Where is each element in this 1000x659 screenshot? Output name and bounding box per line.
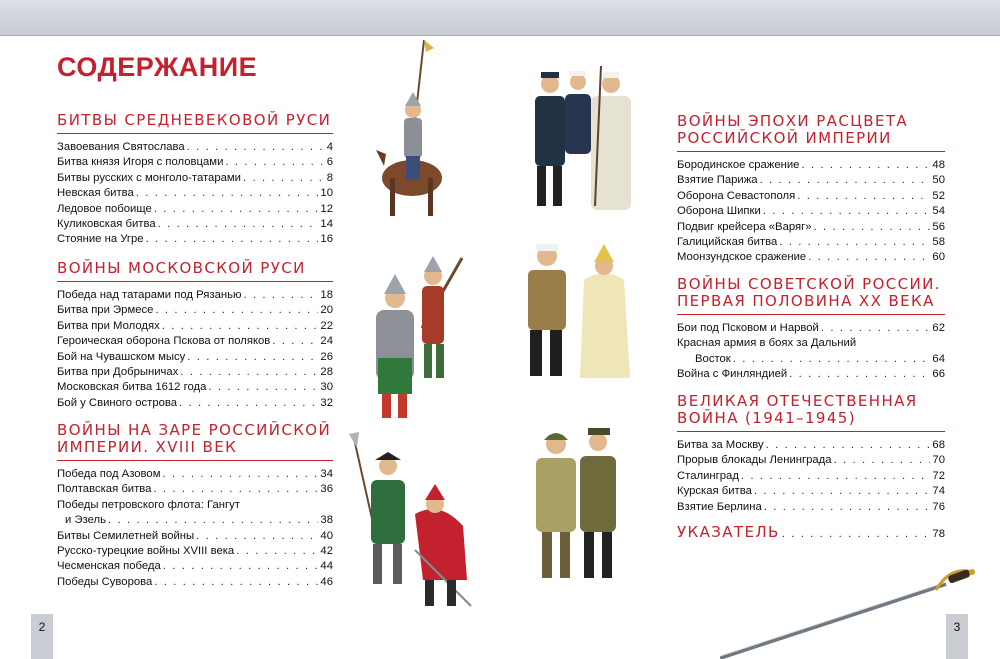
toc-section-soviet-russia	[677, 276, 945, 383]
toc-entry[interactable]: Победа под Азовом . . . 34	[57, 467, 333, 482]
section-rule	[57, 133, 333, 134]
toc-entry[interactable]: Полтавская битва . . . 36	[57, 482, 333, 497]
toc-entry[interactable]: Бой у Свиного острова . . . 32	[57, 396, 333, 411]
section-rule	[677, 151, 945, 152]
toc-list	[57, 288, 333, 411]
toc-entry-first-line[interactable]: Победы петровского флота: Гангут	[57, 498, 240, 511]
toc-entry[interactable]: Московская битва 1612 года . . . 30	[57, 380, 333, 395]
page-number-right: 3	[946, 614, 968, 659]
toc-entry[interactable]: Стояние на Угре . . . 16	[57, 232, 333, 247]
toc-entry[interactable]: Куликовская битва . . . 14	[57, 217, 333, 232]
toc-entry[interactable]: Курская битва . . . 74	[677, 484, 945, 499]
toc-entry[interactable]: Битва князя Игоря с половцами . . . 6	[57, 155, 333, 170]
toc-list	[677, 158, 945, 266]
toc-list	[677, 321, 945, 383]
toc-entry[interactable]: Битва при Молодях . . . 22	[57, 319, 333, 334]
toc-entry[interactable]: Война с Финляндией . . . 66	[677, 367, 945, 382]
toc-entry[interactable]: Завоевания Святослава . . . 4	[57, 140, 333, 155]
toc-entry[interactable]: Бои под Псковом и Нарвой . . . 62	[677, 321, 945, 336]
toc-section-muscovite-rus	[57, 260, 333, 411]
toc-entry[interactable]: Взятие Парижа . . . 50	[677, 173, 945, 188]
toc-section-medieval-rus	[57, 112, 333, 248]
section-rule	[57, 281, 333, 282]
toc-list	[677, 438, 945, 515]
toc-entry[interactable]: Подвиг крейсера «Варяг» . . . 56	[677, 220, 945, 235]
toc-index-entry[interactable]: УКАЗАТЕЛЬ . . . 78	[677, 524, 945, 542]
civil-war-soldiers-illustration	[518, 240, 638, 390]
petrine-era-soldiers-illustration	[345, 430, 475, 612]
toc-entry[interactable]: Взятие Берлина . . . 76	[677, 500, 945, 515]
toc-entry[interactable]: Моонзундское сражение . . . 60	[677, 250, 945, 265]
toc-entry[interactable]: Сталинград . . . 72	[677, 469, 945, 484]
toc-entry[interactable]: Восток . . . 64	[677, 352, 945, 367]
toc-entry[interactable]: Бородинское сражение . . . 48	[677, 158, 945, 173]
toc-entry[interactable]: Русско-турецкие войны XVIII века . . . 42	[57, 544, 333, 559]
toc-entry[interactable]: Галицийская битва . . . 58	[677, 235, 945, 250]
page-number-left: 2	[31, 614, 53, 659]
toc-entry[interactable]: Победы Суворова . . . 46	[57, 575, 333, 590]
toc-entry[interactable]: Бой на Чувашском мысу . . . 26	[57, 350, 333, 365]
toc-entry-first-line[interactable]: Красная армия в боях за Дальний	[677, 337, 857, 350]
toc-entry[interactable]: Героическая оборона Пскова от поляков . . . 24	[57, 334, 333, 349]
toc-entry[interactable]: Битвы Семилетней войны . . . 40	[57, 529, 333, 544]
section-heading: ВОЙНЫ НА ЗАРЕ РОССИЙСКОЙ ИМПЕРИИ. XVIII ВЕК	[57, 421, 332, 456]
toc-entry[interactable]: Битва при Эрмесе . . . 20	[57, 303, 333, 318]
muscovite-warriors-illustration	[362, 248, 472, 428]
toc-entry[interactable]: Битва при Добрыничах . . . 28	[57, 365, 333, 380]
mounted-medieval-warrior-illustration	[372, 38, 452, 228]
section-heading: ВЕЛИКАЯ ОТЕЧЕСТВЕННАЯ ВОЙНА (1941–1945)	[677, 392, 918, 427]
toc-entry[interactable]: Ледовое побоище . . . 12	[57, 202, 333, 217]
section-heading: ВОЙНЫ СОВЕТСКОЙ РОССИИ. ПЕРВАЯ ПОЛОВИНА XX ВЕКА	[677, 275, 941, 310]
toc-section-empire-flourishing	[677, 113, 945, 266]
toc-entry[interactable]: Битвы русских с монголо-татарами . . . 8	[57, 171, 333, 186]
toc-entry[interactable]: Чесменская победа . . . 44	[57, 559, 333, 574]
section-rule	[677, 431, 945, 432]
toc-entry[interactable]: Победа над татарами под Рязанью . . . 18	[57, 288, 333, 303]
toc-section-early-empire	[57, 422, 333, 590]
sabre-illustration	[720, 566, 980, 659]
section-heading: БИТВЫ СРЕДНЕВЕКОВОЙ РУСИ	[57, 111, 332, 129]
toc-list	[57, 140, 333, 248]
toc-entry[interactable]: Оборона Шипки . . . 54	[677, 204, 945, 219]
section-rule	[57, 460, 333, 461]
section-heading: ВОЙНЫ ЭПОХИ РАСЦВЕТА РОССИЙСКОЙ ИМПЕРИИ	[677, 112, 909, 147]
section-rule	[677, 314, 945, 315]
toc-list	[57, 467, 333, 590]
toc-section-great-patriotic-war	[677, 393, 945, 515]
toc-entry[interactable]: Битва за Москву . . . 68	[677, 438, 945, 453]
ww2-soldiers-illustration	[532, 422, 632, 586]
toc-entry[interactable]: и Эзель . . . 38	[57, 513, 333, 528]
toc-entry[interactable]: Невская битва . . . 10	[57, 186, 333, 201]
top-bar	[0, 0, 1000, 36]
toc-entry[interactable]: Прорыв блокады Ленинграда . . . 70	[677, 453, 945, 468]
page-title: СОДЕРЖАНИЕ	[57, 52, 258, 82]
imperial-era-soldiers-illustration	[525, 66, 645, 224]
toc-entry[interactable]: Оборона Севастополя . . . 52	[677, 189, 945, 204]
section-heading: ВОЙНЫ МОСКОВСКОЙ РУСИ	[57, 259, 306, 277]
